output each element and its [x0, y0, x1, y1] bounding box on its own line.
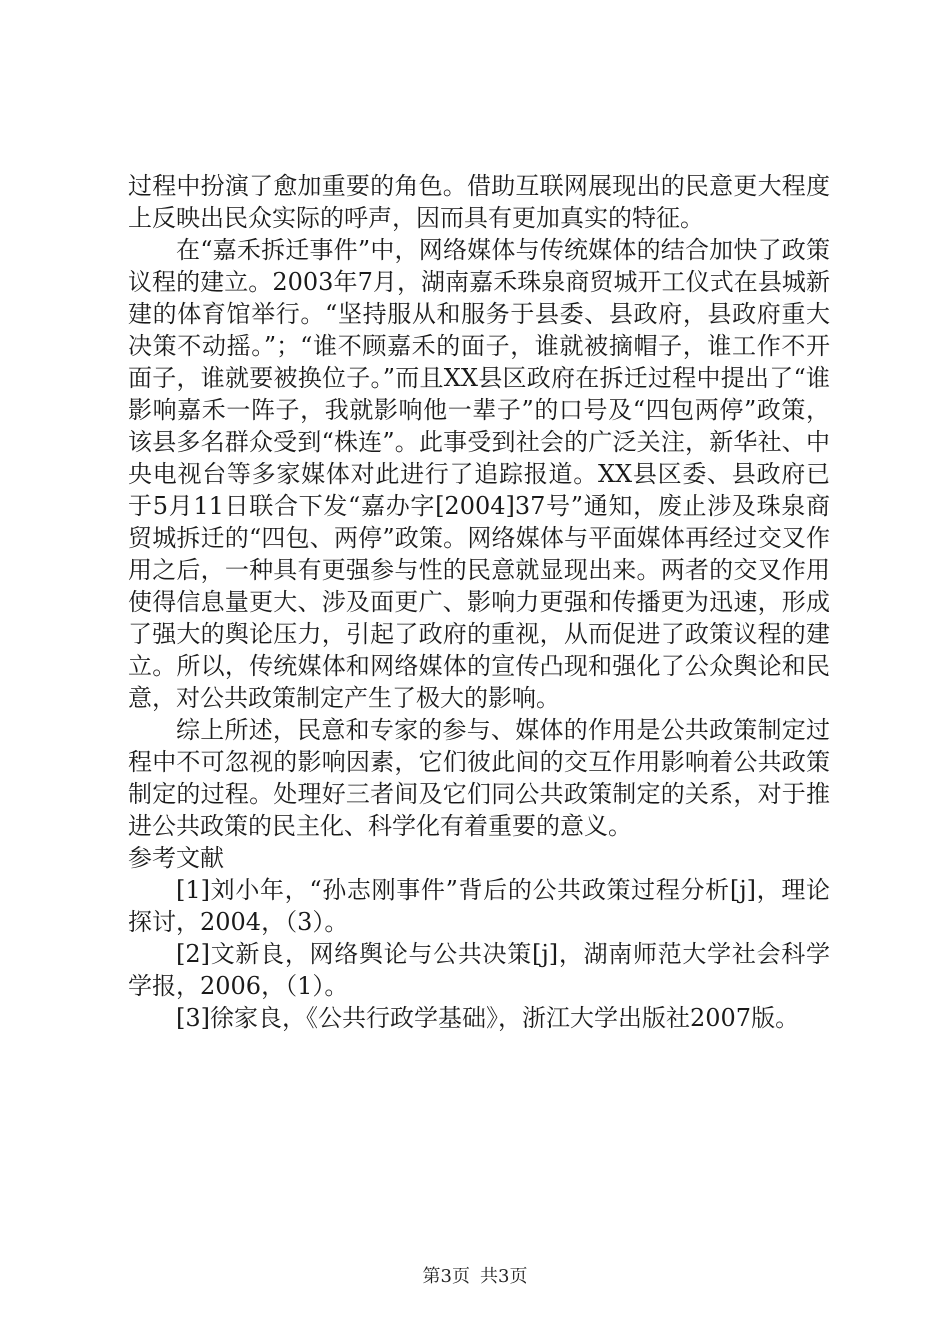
paragraph-continuation: 过程中扮演了愈加重要的角色。借助互联网展现出的民意更大程度上反映出民众实际的呼声，因而具有更加真实的特征。	[128, 172, 830, 232]
reference-item: [2]文新良，网络舆论与公共决策[j]，湖南师范大学社会科学学报，2006，（1）。	[128, 940, 830, 1000]
page-footer	[0, 1266, 950, 1288]
page-number: 第3页	[422, 1266, 470, 1287]
page-total: 共3页	[480, 1266, 528, 1287]
reference-item: [3]徐家良，《公共行政学基础》，浙江大学出版社2007版。	[176, 1004, 800, 1032]
reference-item: [1]刘小年，“孙志刚事件”背后的公共政策过程分析[j]，理论探讨，2004，（3）。	[128, 876, 830, 936]
document-body	[128, 170, 830, 1034]
paragraph-summary: 综上所述，民意和专家的参与、媒体的作用是公共政策制定过程中不可忽视的影响因素，它们彼此间的交互作用影响着公共政策制定的过程。处理好三者间及它们同公共政策制定的关系，对于推进公共政策的民主化、科学化有着重要的意义。	[128, 716, 830, 840]
references-heading: 参考文献	[128, 844, 224, 872]
paragraph-jiahe-event: 在“嘉禾拆迁事件”中，网络媒体与传统媒体的结合加快了政策议程的建立。2003年7月，湖南嘉禾珠泉商贸城开工仪式在县城新建的体育馆举行。“坚持服从和服务于县委、县政府，县政府重大决策不动摇。”；“谁不顾嘉禾的面子，谁就被摘帽子，谁工作不开面子，谁就要被换位子。”而且XX县区政府在拆迁过程中提出了“谁影响嘉禾一阵子，我就影响他一辈子”的口号及“四包两停”政策，该县多名群众受到“株连”。此事受到社会的广泛关注，新华社、中央电视台等多家媒体对此进行了追踪报道。XX县区委、县政府已于5月11日联合下发“嘉办字[2004]37号”通知，废止涉及珠泉商贸城拆迁的“四包、两停”政策。网络媒体与平面媒体再经过交叉作用之后，一种具有更强参与性的民意就显现出来。两者的交叉作用使得信息量更大、涉及面更广、影响力更强和传播更为迅速，形成了强大的舆论压力，引起了政府的重视，从而促进了政策议程的建立。所以，传统媒体和网络媒体的宣传凸现和强化了公众舆论和民意，对公共政策制定产生了极大的影响。	[128, 236, 830, 712]
